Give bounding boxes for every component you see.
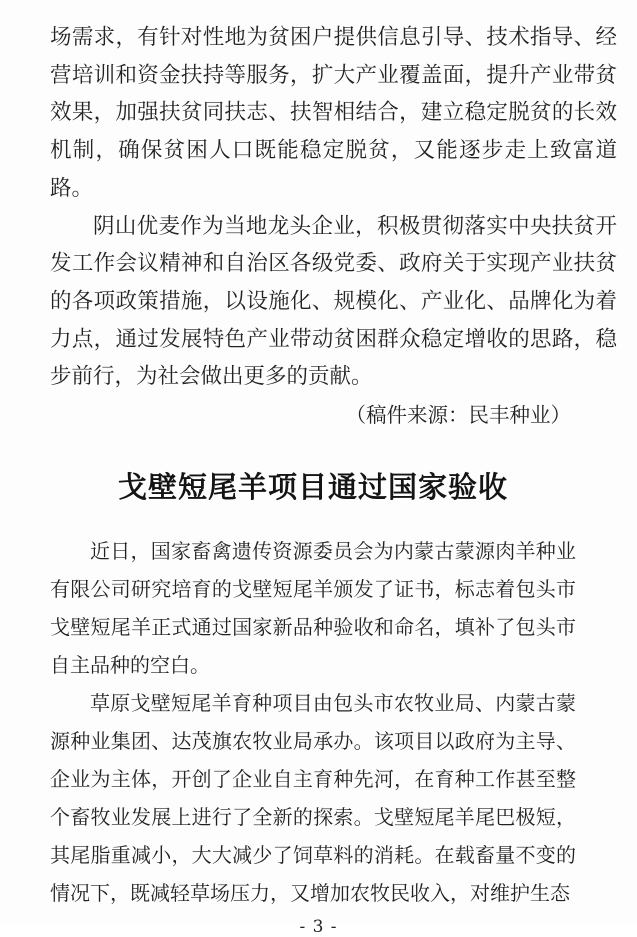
paragraph-poverty-support: 场需求，有针对性地为贫困户提供信息引导、技术指导、经营培训和资金扶持等服务，扩大产业覆盖面，提升产业带贫效果，加强扶贫同扶志、扶智相结合，建立稳定脱贫的长效机制，确保贫困人口既能稳定脱贫，又能逐步走上致富道路。 [50, 25, 617, 201]
article-title: 戈壁短尾羊项目通过国家验收 [117, 470, 508, 505]
paragraph-breeding-project: 草原戈壁短尾羊育种项目由包头市农牧业局、内蒙古蒙源种业集团、达茂旗农牧业局承办。该项目以政府为主导、企业为主体，开创了企业自主育种先河，在育种工作甚至整个畜牧业发展上进行了全新的探索。戈壁短尾羊尾巴极短，其尾脂重减小，大大减少了饲草料的消耗。在载畜量不变的情况下，既减轻草场压力，又增加农牧民收入，对维护生态 [50, 691, 576, 906]
page-footer [0, 917, 637, 937]
source-note: （稿件来源：民丰种业） [345, 403, 571, 428]
page-number: - 3 - [299, 917, 338, 937]
article-continuation [50, 0, 617, 434]
article-gobi-sheep [50, 465, 576, 912]
paragraph-certification: 近日，国家畜禽遗传资源委员会为内蒙古蒙源肉羊种业有限公司研究培育的戈壁短尾羊颁发了证书，标志着包头市戈壁短尾羊正式通过国家新品种验收和命名，填补了包头市自主品种的空白。 [50, 539, 576, 678]
paragraph-yinshan-youmai: 阴山优麦作为当地龙头企业，积极贯彻落实中央扶贫开发工作会议精神和自治区各级党委、政府关于实现产业扶贫的各项政策措施，以设施化、规模化、产业化、品牌化为着力点，通过发展特色产业带动贫困群众稳定增收的思路，稳步前行，为社会做出更多的贡献。 [50, 213, 617, 390]
